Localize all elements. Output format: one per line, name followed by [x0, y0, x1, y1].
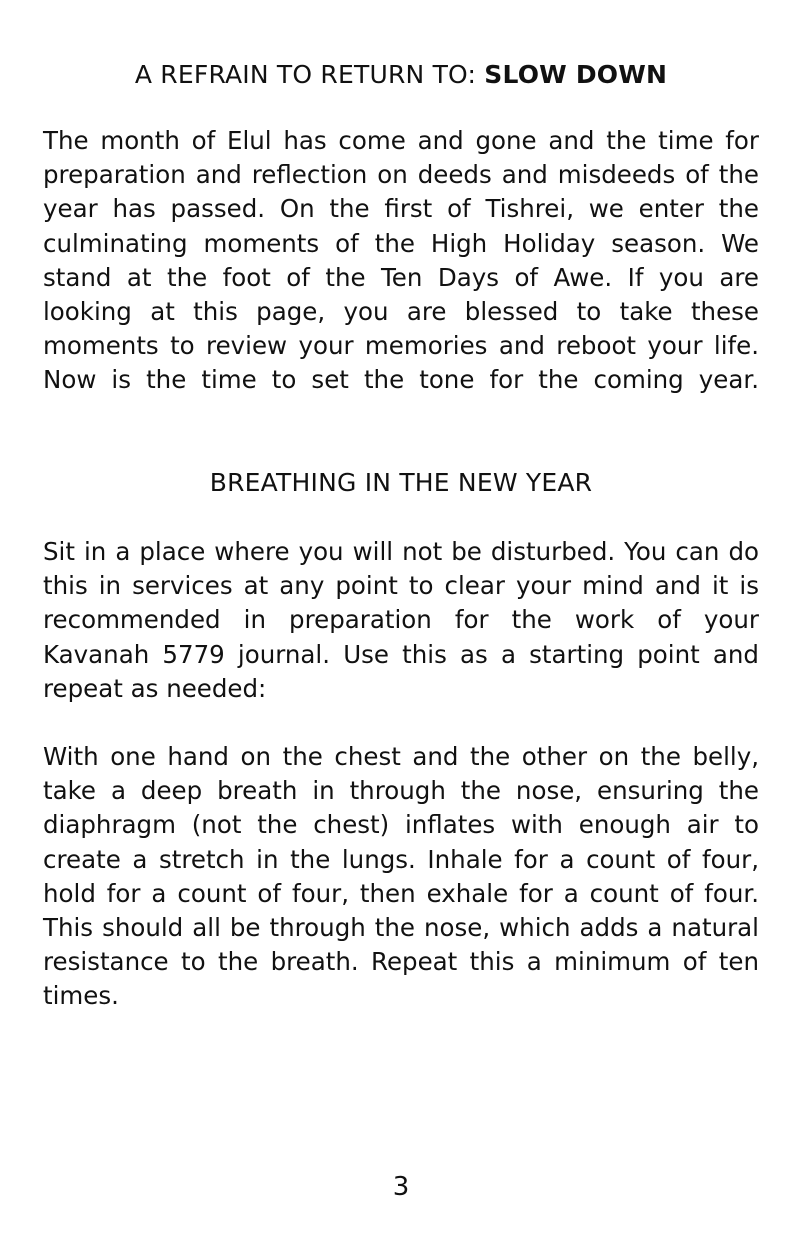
intro-paragraph: The month of Elul has come and gone and the time for preparation and reflection on deeds and misdeeds of the year has passed. On the first of Tishrei, we enter the culminating moments of the High Holiday season. We stand at the foot of the Ten Days of Awe. If you are looking at this page, you are blessed to take these moments to review your memories and reboot your life. Now is the time to set the tone for the coming year.	[43, 126, 759, 395]
breathing-paragraph-2: With one hand on the chest and the other on the belly, take a deep breath in through the nose, ensuring the diaphragm (not the chest) inflates with enough air to create a stretch in the lungs. Inhale for a count of four, hold for a count of four, then exhale for a count of four. This should all be through the nose, which adds a natural resistance to the breath. Repeat this a minimum of ten times.	[43, 742, 759, 1011]
section-heading-slow-down	[43, 58, 759, 92]
heading-emphasis: SLOW DOWN	[484, 60, 668, 89]
section-heading-breathing: BREATHING IN THE NEW YEAR	[209, 468, 593, 497]
page-number: 3	[392, 1172, 410, 1202]
heading-prefix: A REFRAIN TO RETURN TO:	[134, 60, 485, 89]
breathing-paragraph-1: Sit in a place where you will not be disturbed. You can do this in services at any point to clear your mind and it is recommended in preparation for the work of your Kavanah 5779 journal. Use this as a starting point and repeat as needed:	[43, 537, 759, 703]
